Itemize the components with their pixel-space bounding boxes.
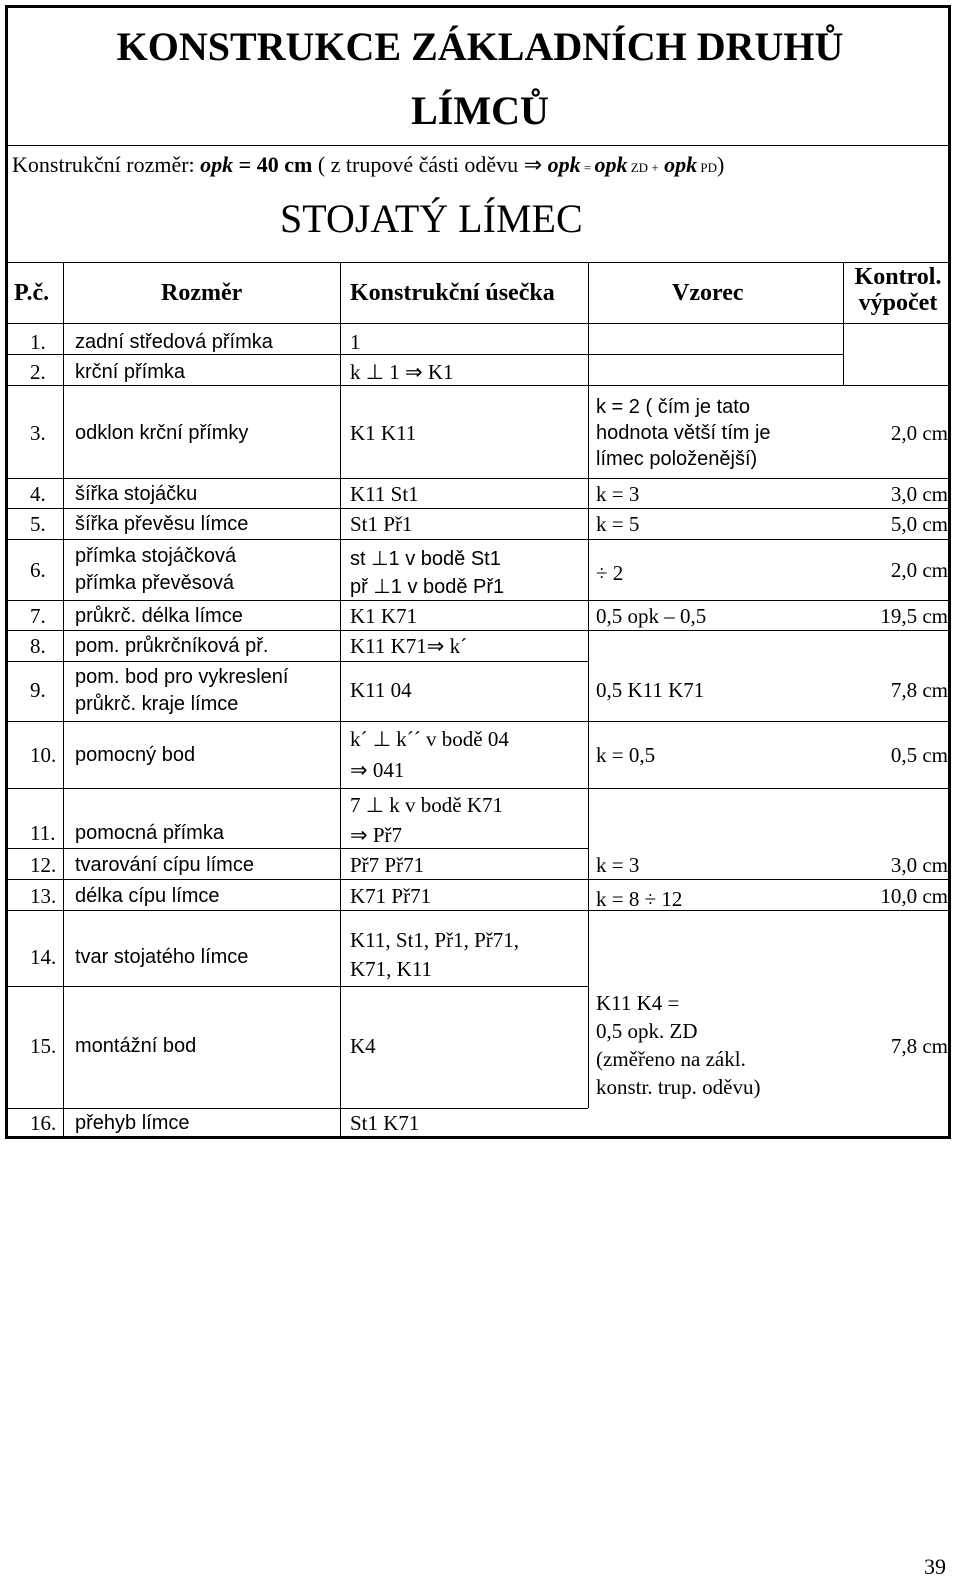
table-cell-num: 10. [30, 743, 57, 767]
table-cell-usecka: K1 K11 [350, 421, 417, 445]
table-cell-rozmer: odklon krční přímky [75, 422, 249, 444]
table-cell-vzorec: límec položenější) [596, 448, 758, 470]
table-cell-vzorec: konstr. trup. oděvu) [596, 1075, 761, 1099]
table-cell-usecka: K4 [350, 1034, 376, 1058]
table-cell-vzorec: K11 K4 = [596, 991, 680, 1015]
page-number: 39 [924, 1554, 946, 1579]
table-cell-num: 5. [30, 512, 46, 536]
table-cell-rozmer: průkrč. kraje límce [75, 693, 239, 715]
table-cell-rozmer: šířka stojáčku [75, 483, 198, 505]
table-cell-vzorec: 0,5 opk. ZD [596, 1019, 698, 1043]
table-cell-rozmer: pomocný bod [75, 744, 196, 766]
table-cell-kontrol: 10,0 cm [880, 884, 948, 908]
table-cell-rozmer: pom. průkrčníková př. [75, 635, 269, 657]
table-cell-usecka: Př7 Př71 [350, 853, 425, 877]
table-cell-vzorec: hodnota větší tím je [596, 422, 771, 444]
table-cell-rozmer: pom. bod pro vykreslení [75, 666, 289, 688]
table-cell-vzorec: 0,5 opk – 0,5 [596, 604, 707, 628]
table-cell-rozmer: šířka převěsu límce [75, 513, 249, 535]
table-cell-usecka: K11 K71⇒ k´ [350, 634, 468, 658]
table-cell-num: 16. [30, 1111, 57, 1135]
divider [8, 262, 951, 263]
table-cell-num: 9. [30, 678, 46, 702]
header-rozmer: Rozměr [161, 280, 243, 306]
table-cell-vzorec: 0,5 K11 K71 [596, 678, 705, 702]
table-cell-vzorec: (změřeno na zákl. [596, 1047, 746, 1071]
table-cell-num: 6. [30, 558, 46, 582]
table-cell-num: 8. [30, 634, 46, 658]
table-cell-usecka: K71, K11 [350, 957, 433, 981]
header-kontrol: Kontrol. [854, 264, 942, 290]
header-usecka: Konstrukční úsečka [350, 280, 555, 306]
table-cell-kontrol: 19,5 cm [880, 604, 948, 628]
divider [8, 145, 951, 146]
table-cell-rozmer: tvar stojatého límce [75, 946, 249, 968]
table-cell-kontrol: 3,0 cm [890, 853, 948, 877]
document-title-line-1: KONSTRUKCE ZÁKLADNÍCH DRUHŮ [116, 24, 844, 69]
table-cell-num: 14. [30, 945, 57, 969]
table-cell-usecka: ⇒ Př7 [350, 823, 403, 847]
table-cell-num: 2. [30, 360, 46, 384]
table-cell-num: 11. [30, 821, 56, 845]
table-cell-num: 7. [30, 604, 46, 628]
table-cell-usecka: K11, St1, Př1, Př71, [350, 928, 519, 952]
table-cell-vzorec: ÷ 2 [596, 561, 624, 585]
table-cell-vzorec: k = 8 ÷ 12 [596, 887, 683, 911]
section-title: STOJATÝ LÍMEC [280, 196, 583, 241]
table-cell-usecka: K1 K71 [350, 604, 418, 628]
table-cell-kontrol: 3,0 cm [890, 482, 948, 506]
table-cell-usecka: St1 K71 [350, 1111, 420, 1135]
table-cell-num: 15. [30, 1034, 57, 1058]
table-cell-vzorec: k = 5 [596, 512, 640, 536]
table-cell-kontrol: 2,0 cm [890, 558, 948, 582]
table-cell-usecka: k ⊥ 1 ⇒ K1 [350, 360, 454, 384]
table-cell-num: 4. [30, 482, 46, 506]
table-cell-usecka: K11 St1 [350, 482, 419, 506]
table-cell-rozmer: průkrč. délka límce [75, 605, 243, 627]
table-cell-usecka: ⇒ 041 [350, 758, 405, 782]
table-cell-kontrol: 5,0 cm [890, 512, 948, 536]
construction-dimension: Konstrukční rozměr: opk = 40 cm ( z trupové části oděvu ⇒ opk = opk ZD + opk PD) [12, 152, 725, 177]
table-cell-rozmer: přímka převěsová [75, 572, 234, 594]
table-cell-usecka: k´ ⊥ k´´ v bodě 04 [350, 727, 509, 751]
table-cell-usecka: 1 [350, 330, 361, 354]
table-cell-rozmer: délka cípu límce [75, 885, 220, 907]
table-cell-usecka: K11 04 [350, 678, 412, 702]
table-cell-kontrol: 0,5 cm [890, 743, 948, 767]
header-kontrol: výpočet [858, 290, 938, 316]
table-cell-num: 12. [30, 853, 57, 877]
table-cell-rozmer: pomocná přímka [75, 822, 224, 844]
table-cell-rozmer: zadní středová přímka [75, 331, 273, 353]
header-number: P.č. [14, 280, 50, 306]
table-cell-kontrol: 2,0 cm [890, 421, 948, 445]
header-vzorec: Vzorec [672, 280, 744, 306]
table-cell-rozmer: přehyb límce [75, 1112, 190, 1134]
table-cell-kontrol: 7,8 cm [890, 678, 948, 702]
table-cell-usecka: 7 ⊥ k v bodě K71 [350, 793, 504, 817]
table-cell-rozmer: tvarování cípu límce [75, 854, 254, 876]
table-cell-usecka: K71 Př71 [350, 884, 432, 908]
table-cell-usecka: př ⊥1 v bodě Př1 [350, 576, 505, 598]
table-cell-usecka: st ⊥1 v bodě St1 [350, 548, 501, 570]
table-cell-num: 3. [30, 421, 46, 445]
table-cell-vzorec: k = 3 [596, 482, 640, 506]
table-cell-rozmer: krční přímka [75, 361, 186, 383]
table-cell-vzorec: k = 3 [596, 853, 640, 877]
table-cell-usecka: St1 Př1 [350, 512, 413, 536]
table-cell-rozmer: montážní bod [75, 1035, 197, 1057]
table-cell-rozmer: přímka stojáčková [75, 545, 237, 567]
table-cell-vzorec: k = 2 ( čím je tato [596, 396, 750, 418]
table-cell-kontrol: 7,8 cm [890, 1034, 948, 1058]
table-cell-num: 1. [30, 330, 46, 354]
table-cell-vzorec: k = 0,5 [596, 743, 656, 767]
table-cell-num: 13. [30, 884, 57, 908]
document-title-line-2: LÍMCŮ [411, 88, 549, 133]
